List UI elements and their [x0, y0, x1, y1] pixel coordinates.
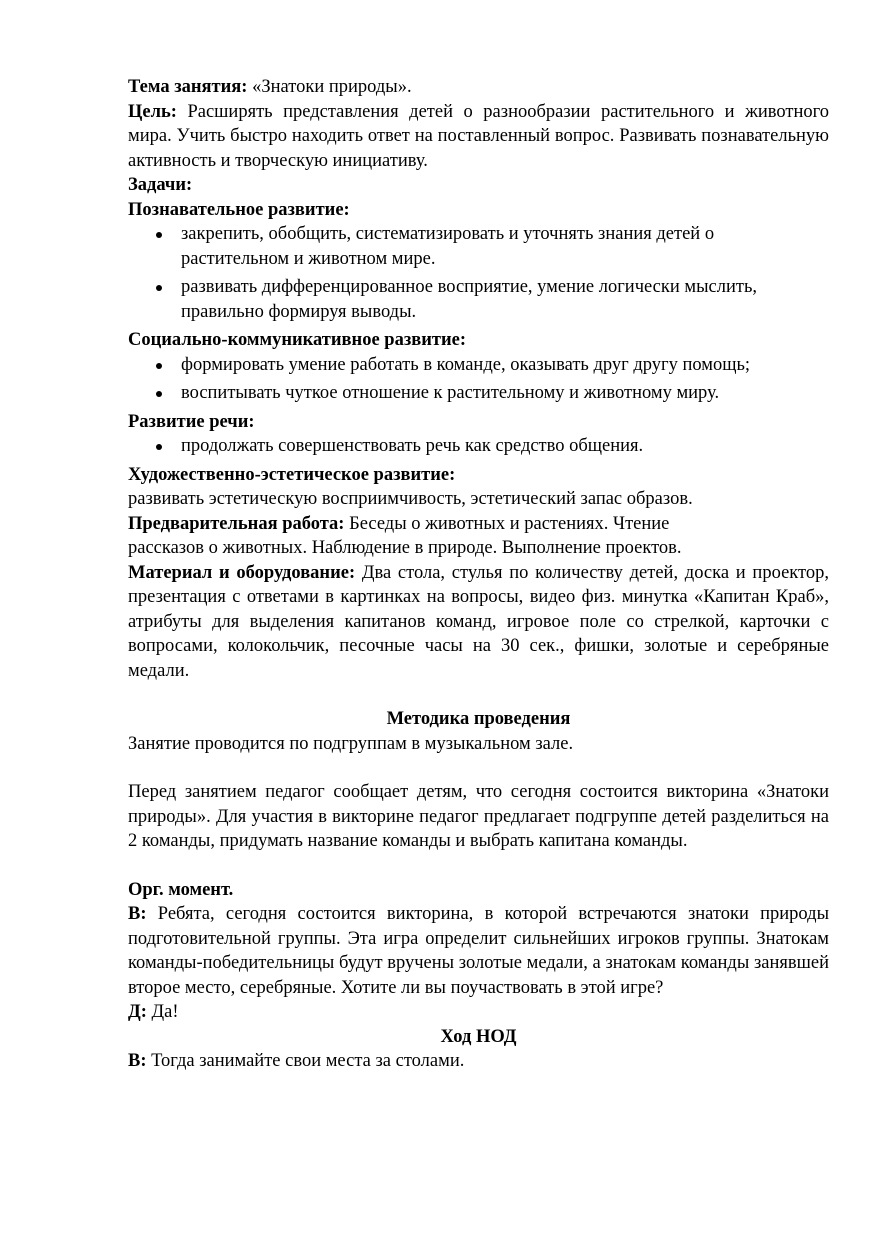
materials-paragraph	[128, 561, 829, 684]
org-heading: Орг. момент.	[128, 879, 234, 900]
goal-paragraph	[128, 100, 829, 174]
method-paragraph-1: Занятие проводится по подгруппам в музыкальном зале.	[128, 733, 574, 754]
list-item-text: воспитывать чуткое отношение к растительному и животному миру.	[181, 383, 720, 403]
org-children-line	[128, 1000, 829, 1025]
children-text: Да!	[146, 1002, 179, 1022]
bullet-icon	[156, 444, 162, 450]
list-item	[181, 434, 829, 459]
bullet-icon	[156, 285, 162, 291]
topic-text: «Знатоки природы».	[247, 77, 412, 97]
speech-heading: Развитие речи:	[128, 411, 255, 432]
list-item-text: развивать дифференцированное восприятие, умение логически мыслить, правильно формируя выводы.	[181, 277, 758, 322]
spacer	[128, 854, 829, 878]
teacher-label: В:	[128, 1051, 147, 1071]
bullet-icon	[156, 391, 162, 397]
list-item	[181, 275, 829, 324]
spacer	[128, 756, 829, 780]
preliminary-line-2: рассказов о животных. Наблюдение в природе. Выполнение проектов.	[128, 538, 682, 558]
list-item	[181, 353, 829, 378]
method-heading: Методика проведения	[386, 709, 571, 729]
preliminary-line-1	[128, 512, 829, 537]
social-heading: Социально-коммуникативное развитие:	[128, 330, 467, 350]
teacher-text: Тогда занимайте свои места за столами.	[146, 1051, 465, 1071]
list-item	[181, 381, 829, 406]
materials-text: Два стола, стулья по количеству детей, доска и проектор, презентация с ответами в картинках на вопросы, видео физ. минутка «Капитан Краб», атрибуты для выделения капитанов команд, игровое поле со стрелкой, карточки с вопросами, колокольчик, песочные часы на 30 сек., фишки, золотые и серебряные медали.	[128, 562, 829, 681]
speech-list	[128, 434, 829, 459]
cognitive-list	[128, 222, 829, 324]
course-heading: Ход НОД	[440, 1026, 517, 1047]
bullet-icon	[156, 232, 162, 238]
art-text: развивать эстетическую восприимчивость, эстетический запас образов.	[128, 489, 693, 509]
topic-line	[128, 75, 829, 100]
teacher-text: Ребята, сегодня состоится викторина, в которой встречаются знатоки природы подготовительной группы. Эта игра определит сильнейших игроков группы. Знатокам команды-победительницы будут вручены золотые медали, а знатокам команды занявшей второе место, серебряные. Хотите ли вы поучаствовать в этой игре?	[128, 904, 829, 998]
art-heading: Художественно-эстетическое развитие:	[128, 464, 456, 485]
spacer	[128, 683, 829, 707]
tasks-heading: Задачи:	[128, 175, 193, 195]
preliminary-label: Предварительная работа:	[128, 513, 345, 534]
list-item	[181, 222, 829, 271]
preliminary-text-1: Беседы о животных и растениях. Чтение	[344, 513, 670, 534]
bullet-icon	[156, 363, 162, 369]
goal-text: Расширять представления детей о разнообразии растительного и животного мира. Учить быстро находить ответ на поставленный вопрос. Развивать познавательную активность и творческую инициативу.	[128, 101, 829, 171]
list-item-text: продолжать совершенствовать речь как средство общения.	[181, 436, 644, 456]
topic-label: Тема занятия:	[128, 77, 248, 97]
cognitive-heading: Познавательное развитие:	[128, 199, 350, 220]
course-teacher-line	[128, 1049, 829, 1074]
method-paragraph-2: Перед занятием педагог сообщает детям, что сегодня состоится викторина «Знатоки природы». Для участия в викторине педагог предлагает подгруппе детей разделиться на 2 команды, придумать название команды и выбрать капитана команды.	[128, 782, 829, 851]
materials-label: Материал и оборудование:	[128, 562, 356, 583]
list-item-text: формировать умение работать в команде, оказывать друг другу помощь;	[181, 354, 751, 375]
children-label: Д:	[128, 1002, 147, 1022]
org-teacher-line	[128, 902, 829, 1000]
teacher-label: В:	[128, 904, 147, 924]
goal-label: Цель:	[128, 101, 177, 122]
list-item-text: закрепить, обобщить, систематизировать и уточнять знания детей о растительном и животном мире.	[181, 224, 715, 269]
social-list	[128, 353, 829, 406]
